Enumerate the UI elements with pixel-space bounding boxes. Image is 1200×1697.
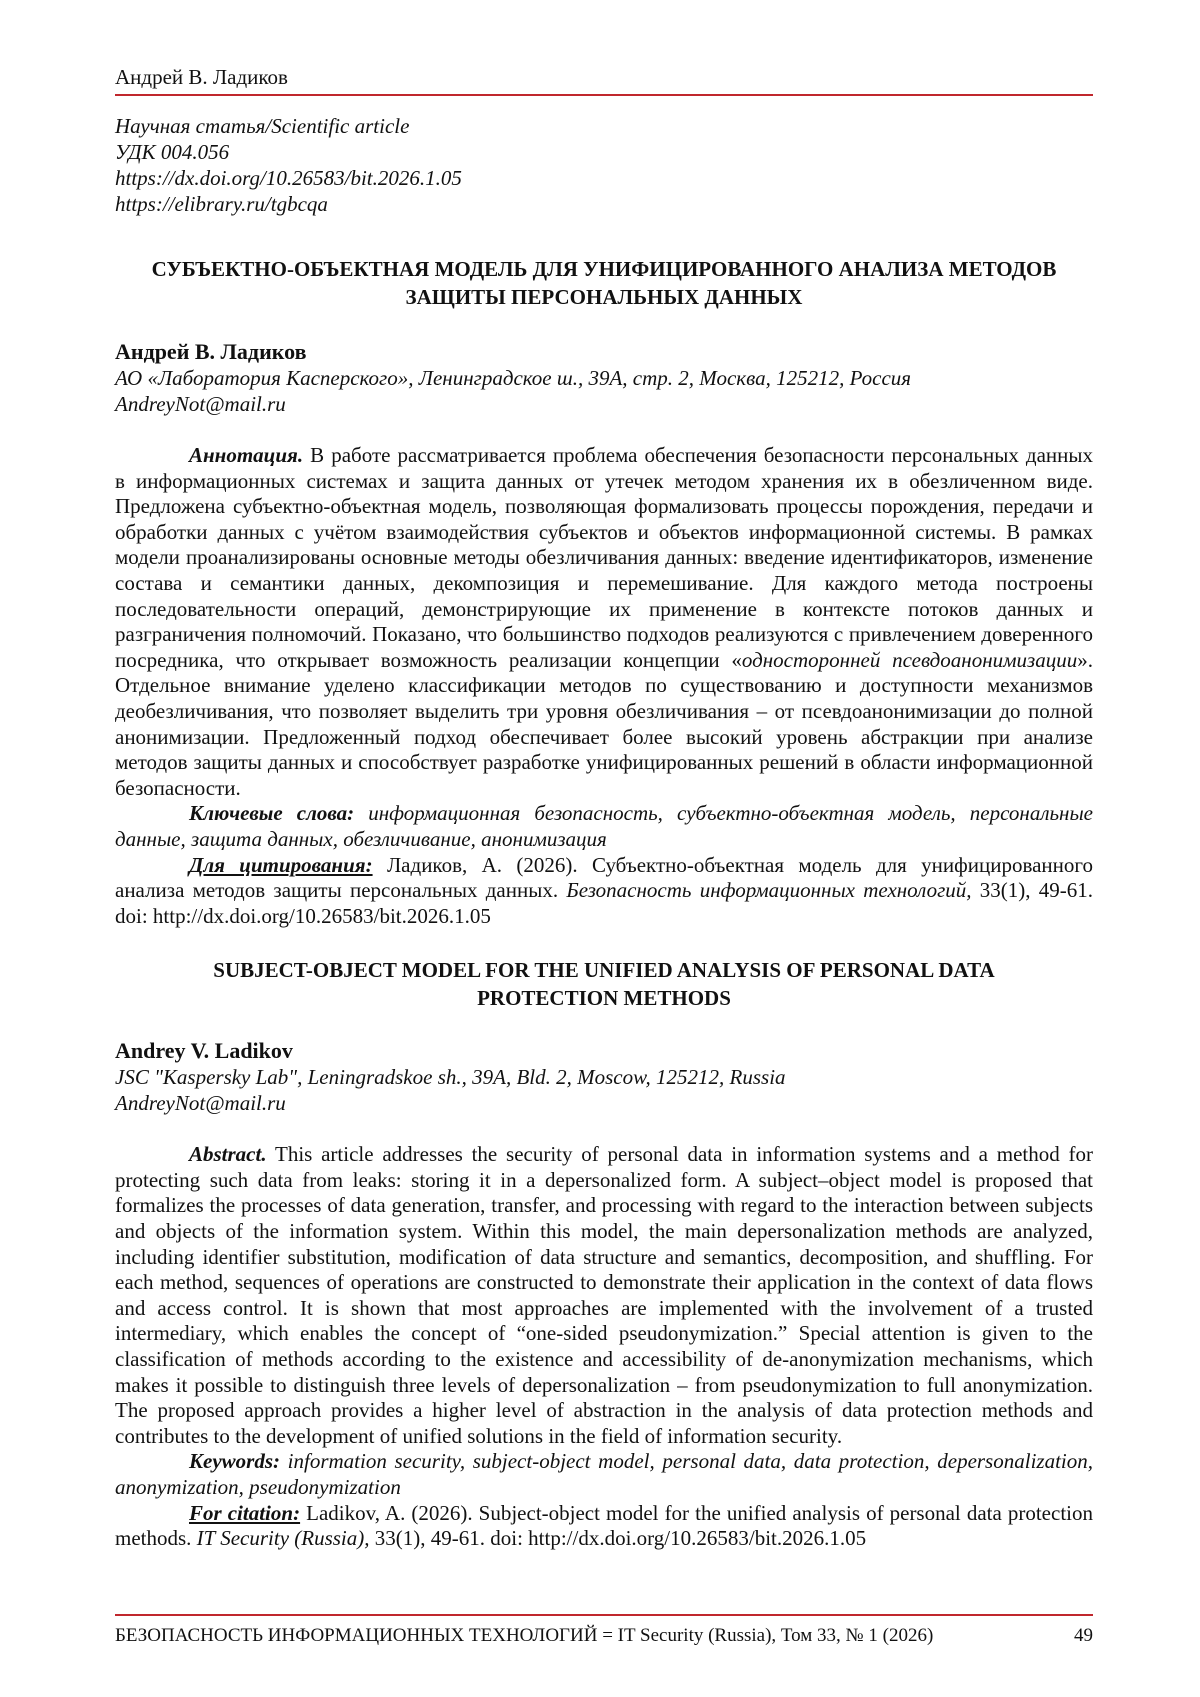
keywords-label-en: Keywords:: [189, 1449, 280, 1474]
keywords-list-ru: информационная безопасность, субъектно-объектная модель, персональные данные, защита данных, обезличивание, анонимизация: [115, 801, 1093, 851]
keywords-en: [115, 1449, 1093, 1500]
citation-ru: [115, 853, 1093, 930]
citation-label-en: For citation:: [189, 1500, 301, 1525]
article-content: [115, 113, 1093, 1552]
citation-text-ru-2: 33(1), 49-61. doi: http://dx.doi.org/10.26583/bit.2026.1.05: [115, 878, 1094, 928]
email-en[interactable]: AndreyNot@mail.ru: [115, 1091, 286, 1116]
abstract-text-en: This article addresses the security of personal data in information systems and a method for protecting such data from leaks: storing it in a depersonalized form. A subject–object model is proposed that formalizes the processes of data generation, transfer, and processing with regard to the interaction between subjects and objects of the information system. Within this model, the main depersonalization methods are analyzed, including identifier substitution, modification of data structure and semantics, decomposition, and shuffling. For each method, sequences of operations are constructed to demonstrate their application in the context of data flows and access control. It is shown that most approaches are implemented with the involvement of a trusted intermediary, which enables the concept of “one-sided pseudonymization.” Special attention is given to the classification of methods according to the existence and accessibility of de-anonymization mechanisms, which makes it possible to distinguish three levels of depersonalization – from pseudonymization to full anonymization. The proposed approach provides a higher level of abstraction in the analysis of data protection methods and contributes to the development of unified solutions in the field of information security.: [115, 1142, 1093, 1448]
article-meta: [115, 113, 1093, 217]
abstract-block-ru: [115, 443, 1093, 929]
citation-text-en-2: 33(1), 49-61. doi: http://dx.doi.org/10.26583/bit.2026.1.05: [369, 1526, 867, 1551]
abstract-en: [115, 1142, 1093, 1449]
citation-text-en-1: Ladikov, A. (2026). Subject-object model for the unified analysis of personal data protection methods.: [115, 1500, 1093, 1551]
abstract-label-en: Abstract.: [189, 1142, 267, 1167]
article-type: Научная статья/Scientific article: [115, 114, 410, 138]
abstract-text-ru-italic: односторонней псевдоанонимизации: [741, 647, 1078, 672]
page-footer: [115, 1614, 1093, 1648]
email-ru[interactable]: AndreyNot@mail.ru: [115, 392, 286, 416]
abstract-label-ru: Аннотация.: [189, 443, 304, 467]
keywords-label-ru: Ключевые слова:: [189, 801, 355, 826]
title-en: SUBJECT-OBJECT MODEL FOR THE UNIFIED ANALYSIS OF PERSONAL DATA PROTECTION METHODS: [213, 958, 995, 1011]
citation-journal-ru: Безопасность информационных технологий,: [566, 878, 972, 903]
citation-journal-en: IT Security (Russia),: [196, 1526, 370, 1551]
footer-journal: БЕЗОПАСНОСТЬ ИНФОРМАЦИОННЫХ ТЕХНОЛОГИЙ = IT Security (Russia), Том 33, № 1 (2026): [115, 1625, 934, 1646]
running-header: [115, 64, 1093, 96]
keywords-ru: [115, 801, 1093, 852]
affiliation-en: JSC "Kaspersky Lab", Leningradskoe sh., 39A, Bld. 2, Moscow, 125212, Russia: [115, 1065, 786, 1090]
abstract-block-en: [115, 1142, 1093, 1552]
elibrary-link[interactable]: https://elibrary.ru/tgbcqa: [115, 192, 328, 216]
abstract-text-ru-1: В работе рассматривается проблема обеспечения безопасности персональных данных в информационных системах и защита данных от утечек методом хранения их в обезличенном виде. Предложена субъектно-объектная модель, позволяющая формализовать процессы порождения, передачи и обработки данных с учётом взаимодействия субъектов и объектов информационной системы. В рамках модели проанализированы основные методы обезличивания данных: введение идентификаторов, изменение состава и семантики данных, декомпозиция и перемешивание. Для каждого метода построены последовательности операций, демонстрирующие их применение в контексте потоков данных и разграничения полномочий. Показано, что большинство подходов реализуются с привлечением доверенного посредника, что открывает возможность реализации концепции «: [115, 443, 1093, 672]
citation-text-ru-1: Ладиков, А. (2026). Субъектно-объектная модель для унифицированного анализа методов защиты персональных данных.: [115, 852, 1094, 903]
doi-link[interactable]: https://dx.doi.org/10.26583/bit.2026.1.05: [115, 166, 462, 190]
affiliation-ru: АО «Лаборатория Касперского», Ленинградское ш., 39А, стр. 2, Москва, 125212, Россия: [115, 366, 912, 390]
udk-code: УДК 004.056: [115, 140, 230, 164]
author-en: Andrey V. Ladikov: [115, 1038, 293, 1064]
citation-en: [115, 1501, 1093, 1552]
author-ru: Андрей В. Ладиков: [115, 339, 307, 364]
abstract-text-ru-2: ». Отдельное внимание уделено классификации методов по существованию и доступности механизмов деобезличивания, что позволяет выделить три уровня обезличивания – от псевдоанонимизации до полной анонимизации. Предложенный подход обеспечивает более высокий уровень абстракции при анализе методов защиты данных и способствует разработке унифицированных решений в области информационной безопасности.: [115, 647, 1093, 800]
citation-label-ru: Для цитирования:: [189, 852, 373, 877]
abstract-ru: [115, 443, 1093, 801]
running-header-author: Андрей В. Ладиков: [115, 65, 288, 89]
page-number: 49: [1074, 1625, 1093, 1646]
title-ru: СУБЪЕКТНО-ОБЪЕКТНАЯ МОДЕЛЬ ДЛЯ УНИФИЦИРОВАННОГО АНАЛИЗА МЕТОДОВ ЗАЩИТЫ ПЕРСОНАЛЬНЫХ ДАННЫХ: [151, 257, 1057, 309]
keywords-list-en: information security, subject-object model, personal data, data protection, depersonalization, anonymization, pseudonymization: [115, 1449, 1093, 1499]
